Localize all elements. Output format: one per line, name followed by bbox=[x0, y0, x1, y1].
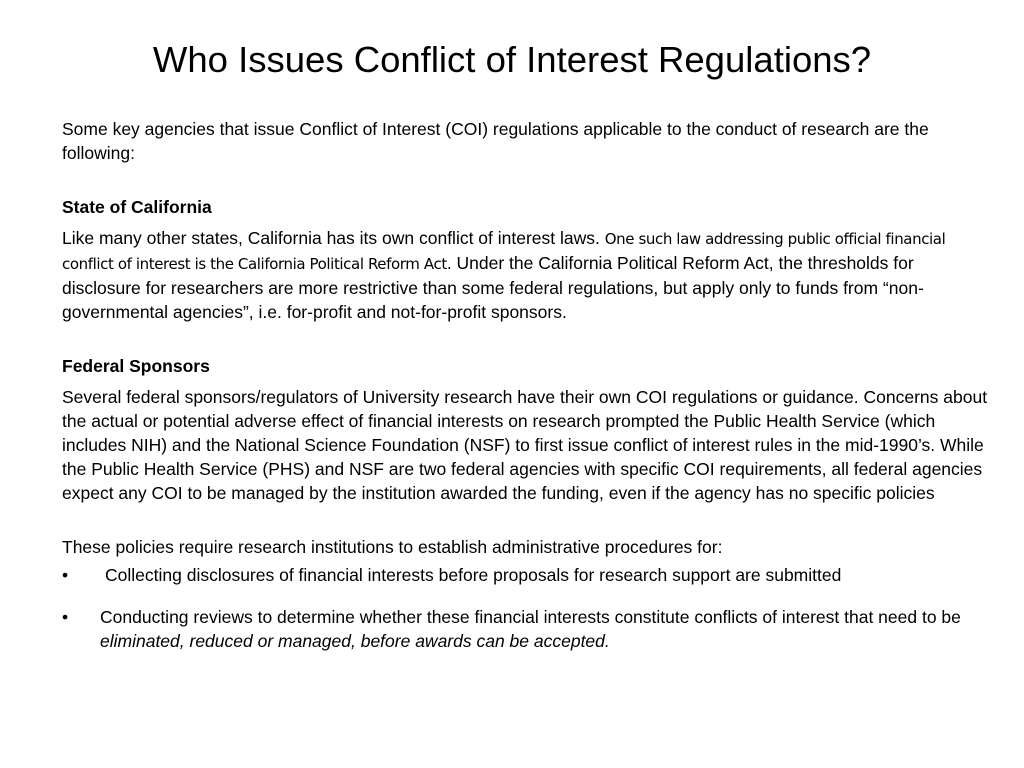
state-text-part2: One such law addressing public official financial conflict of interest is the California Political Reform Act bbox=[62, 230, 946, 273]
state-of-california-paragraph bbox=[62, 226, 992, 324]
bullet-emphasis-text: eliminated, reduced or managed, before awards can be accepted. bbox=[100, 631, 610, 651]
bullet-icon: • bbox=[62, 565, 69, 585]
slide-body bbox=[62, 117, 992, 653]
bullet-text: Conducting reviews to determine whether these financial interests constitute conflicts of interest that need to be bbox=[100, 607, 961, 627]
state-text-part1: Like many other states, California has its own conflict of interest laws. bbox=[62, 228, 605, 248]
bullet-item-collecting bbox=[62, 563, 992, 587]
state-of-california-heading: State of California bbox=[62, 197, 212, 217]
policies-intro-paragraph: These policies require research institutions to establish administrative procedures for: bbox=[62, 537, 723, 557]
intro-paragraph: Some key agencies that issue Conflict of Interest (COI) regulations applicable to the conduct of research are the following: bbox=[62, 119, 929, 163]
bullet-icon: • bbox=[62, 607, 69, 627]
state-text-part3: . Under the California Political Reform Act, the thresholds for disclosure for researchers are more restrictive than some federal regulations, but apply only to funds from “non-governmental agencies”, i.e. for-profit and not-for-profit sponsors. bbox=[62, 253, 924, 322]
bullet-text: Collecting disclosures of financial interests before proposals for research support are submitted bbox=[105, 565, 842, 585]
federal-sponsors-paragraph: Several federal sponsors/regulators of University research have their own COI regulations or guidance. Concerns about the actual or potential adverse effect of financial interests on research prompted the Public Health Service (which includes NIH) and the National Science Foundation (NSF) to first issue conflict of interest rules in the mid-1990’s. While the Public Health Service (PHS) and NSF are two federal agencies with specific COI requirements, all federal agencies expect any COI to be managed by the institution awarded the funding, even if the agency has no specific policies bbox=[62, 387, 988, 503]
bullet-item-conducting bbox=[62, 605, 992, 653]
slide-title: Who Issues Conflict of Interest Regulations? bbox=[152, 39, 872, 80]
federal-sponsors-heading: Federal Sponsors bbox=[62, 356, 210, 376]
